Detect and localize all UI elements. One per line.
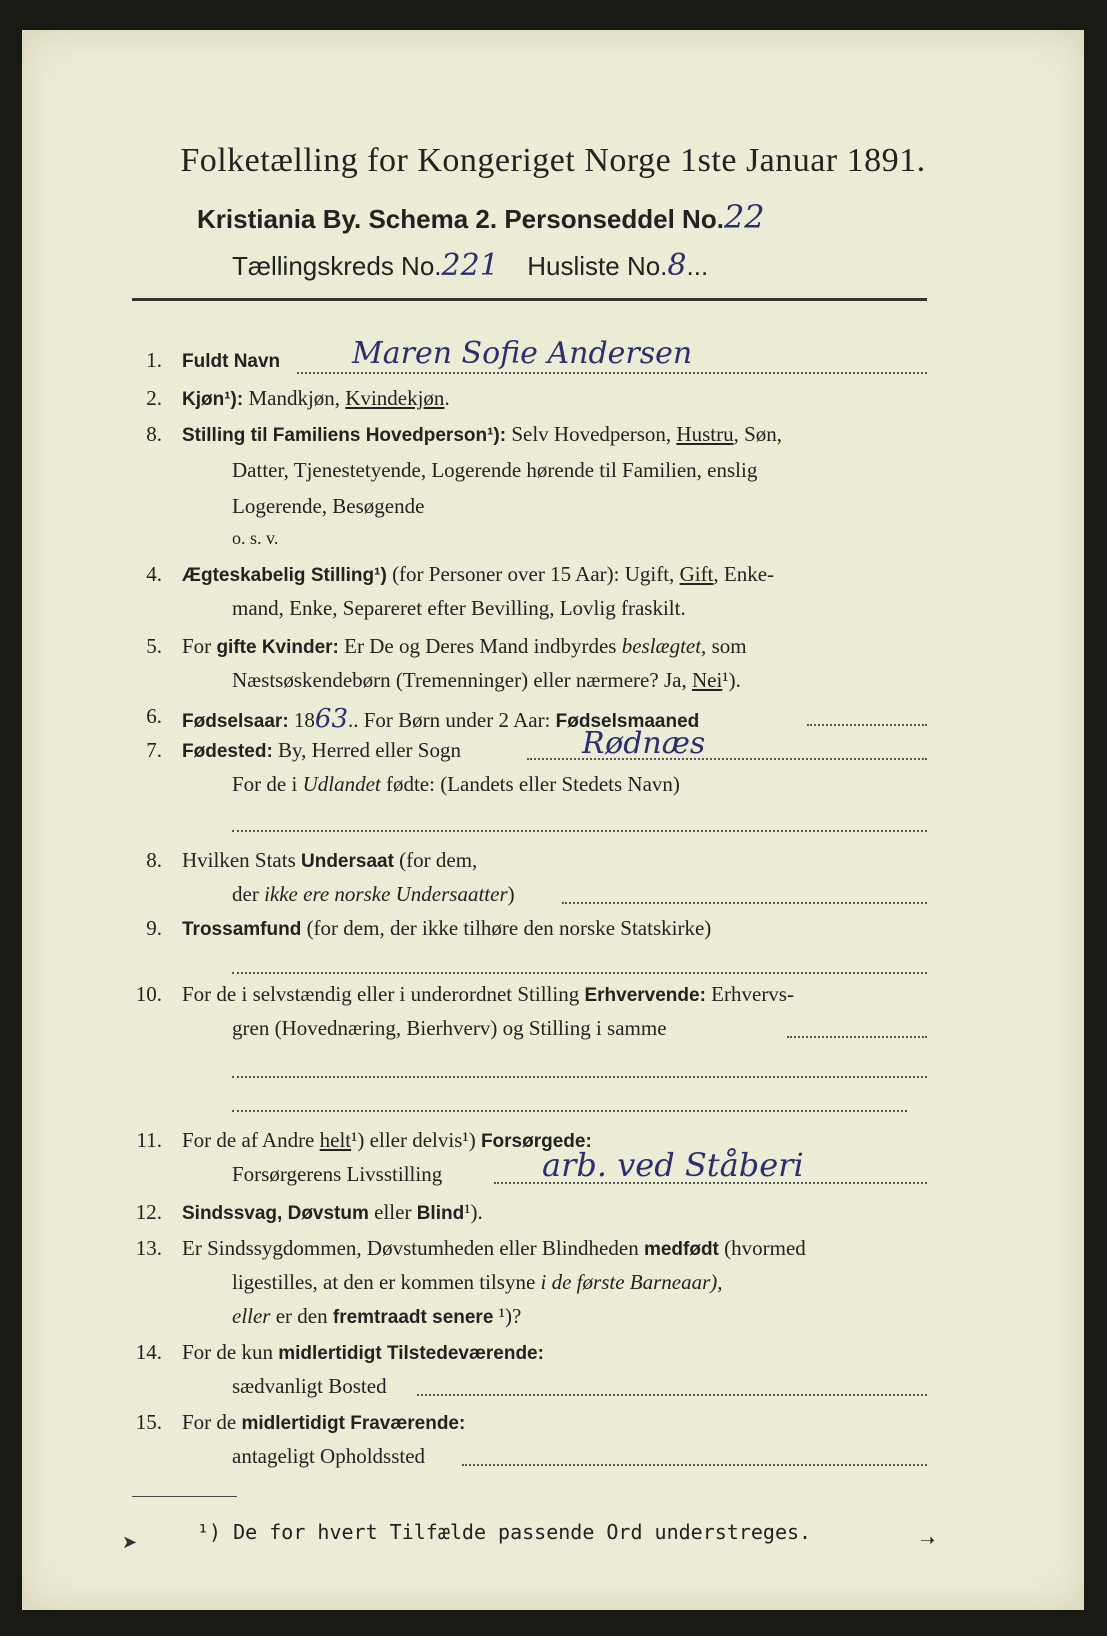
husliste-number: 8 bbox=[667, 248, 687, 283]
full-name-value: Maren Sofie Andersen bbox=[352, 336, 693, 371]
marital-selected: Gift bbox=[679, 562, 714, 586]
supporter-occupation-value: arb. ved Ståberi bbox=[542, 1146, 804, 1184]
full-name-label: Fuldt Navn bbox=[182, 351, 281, 372]
header-divider bbox=[132, 298, 927, 301]
birth-year-value: 63 bbox=[314, 704, 348, 734]
position-selected: Hustru bbox=[676, 422, 734, 446]
arrow-mark-icon: ➤ bbox=[122, 1532, 138, 1553]
taellingskreds-number: 221 bbox=[441, 248, 499, 283]
support-selected: helt bbox=[319, 1128, 352, 1152]
related-selected: Nei bbox=[691, 668, 723, 692]
schema-label: Kristiania By. Schema 2. Personseddel No. bbox=[197, 204, 724, 234]
birthplace-value: Rødnæs bbox=[582, 726, 706, 761]
district-line: Tællingskreds No.221 Husliste No.8... bbox=[232, 248, 709, 283]
census-form: Folketælling for Kongeriget Norge 1ste Januar 1891. Kristiania By. Schema 2. Personseddel No.22 Tællingskreds No.221 Husliste No.8... 1. Fuldt Navn Maren Sofie Andersen 2. Kjøn¹): Mandkjøn, Kvindekjøn. 8. Stilling til Familiens Hovedperson¹): Selv Hovedperson, Hustru, Søn, Datter, Tjenestetyende, Logerende hørende til Familien, enslig Logerende, Besøgende o. s. v. 4. Ægteskabelig Stilling¹) (for Personer over 15 Aar): Ugift, Gift, Enke- mand, Enke, Separeret efter Bevilling, Lovlig fraskilt. 5. For gifte Kvinder: Er De og Deres Mand indbyrdes beslægtet, som Næstsøskendebørn (Tremenninger) eller nærmere? Ja, Nei¹). 6. Fødselsaar: 1863.. For Børn under 2 Aar: Fødselsmaaned 7. Fødested: By, Herred eller Sogn Rødnæs For de i Udlandet fødte: (Landets eller Stedets Navn) 8. Hvilken Stats Undersaat (for dem, der ikke ere norske Undersaatter) 9. Trossamfund (for dem, der ikke tilhøre den norske Statskirke) 10. For de i selvstændig eller i underordnet Stilling Erhvervende: Erhvervs- gren (Hovednæring, Bierhverv) og Stilling i samme 11. For de af Andre helt¹) eller delvis¹) Forsørgede: Forsørgerens Livsstilling arb. ved Ståberi 12. Sindssvag, Døvstum eller Blind¹). 13. Er Sindssygdommen, Døvstumheden eller Blindheden medfødt (hvormed ligestilles, at den er kommen tilsyne i de første Barneaar), eller er den fremtraadt senere ¹)? 14. For de kun midlertidigt Tilstedeværende: sædvanligt Bosted 15. For de midlertidigt Fraværende: antageligt Opholdssted ¹) De for hvert Tilfælde passende Ord understreges. ➤ ➝ bbox=[22, 30, 1084, 1610]
arrow-mark-icon: ➝ bbox=[920, 1530, 936, 1551]
form-subtitle bbox=[197, 198, 765, 236]
form-title: Folketælling for Kongeriget Norge 1ste Januar 1891. bbox=[180, 142, 926, 179]
gender-selected: Kvindekjøn bbox=[345, 386, 445, 410]
footnote-rule bbox=[132, 1496, 237, 1497]
taellingskreds-label: Tællingskreds No. bbox=[232, 251, 442, 281]
husliste-label: Husliste No. bbox=[527, 251, 668, 281]
footnote: ¹) De for hvert Tilfælde passende Ord understreges. bbox=[197, 1520, 812, 1544]
personseddel-number: 22 bbox=[723, 198, 765, 236]
